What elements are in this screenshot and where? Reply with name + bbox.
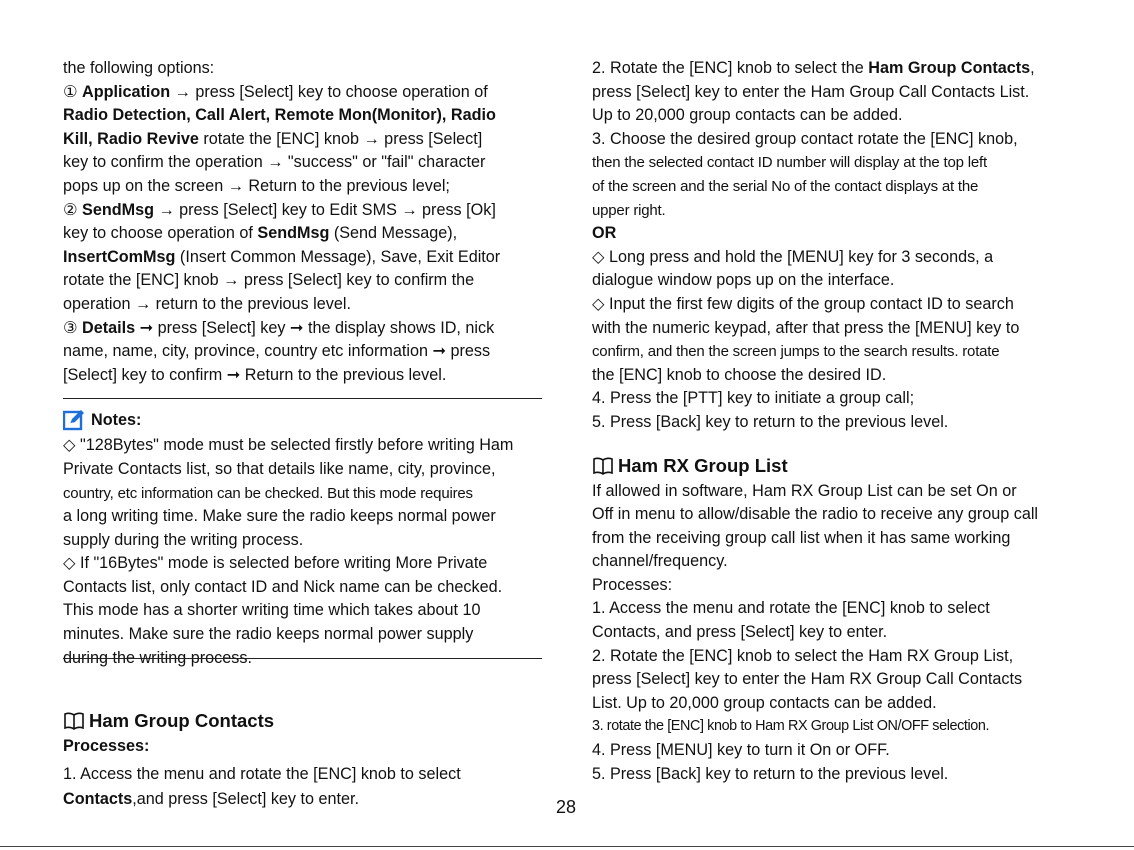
note-1-line-4: a long writing time. Make sure the radio keeps normal power xyxy=(63,507,496,526)
page-bottom-line xyxy=(0,846,1134,847)
step-3-line-3: of the screen and the serial No of the contact displays at the xyxy=(592,177,979,195)
notes-heading xyxy=(63,406,545,434)
rx-step-3: 3. rotate the [ENC] knob to Ham RX Group List ON/OFF selection. xyxy=(592,718,990,735)
circled-number-1: ① xyxy=(63,82,78,101)
book-icon xyxy=(592,456,614,476)
right-column xyxy=(592,57,1074,786)
rx-desc-line-2: Off in menu to allow/disable the radio to receive any group call xyxy=(592,505,1039,524)
note-2-line-4: minutes. Make sure the radio keeps normal power supply xyxy=(63,625,474,644)
rx-step-1-line-2: Contacts, and press [Select] key to enter. xyxy=(592,623,888,642)
step-text: , xyxy=(1030,59,1035,77)
rx-desc-line-4: channel/frequency. xyxy=(592,552,728,571)
circled-number-3: ③ xyxy=(63,318,78,337)
step-3-line-2: then the selected contact ID number will display at the top left xyxy=(592,154,987,172)
option-input-line-1: ◇ Input the first few digits of the group contact ID to search xyxy=(592,294,1014,313)
note-1-line-1: ◇ "128Bytes" mode must be selected firstly before writing Ham xyxy=(63,436,514,455)
option-application-line-3 xyxy=(63,128,545,152)
option-long-press-line-2: dialogue window pops up on the interface. xyxy=(592,271,895,290)
edit-note-icon xyxy=(63,409,85,431)
step-text: 2. Rotate the [ENC] knob to select the xyxy=(592,59,869,77)
note-2-line-5: during the writing process. xyxy=(63,648,252,667)
note-1-line-2: Private Contacts list, so that details like name, city, province, xyxy=(63,459,496,478)
option-details-title: Details xyxy=(82,318,136,337)
rx-step-2-line-2: press [Select] key to enter the Ham RX Group Call Contacts xyxy=(592,670,1023,689)
step-2-line-2: press [Select] key to enter the Ham Group Call Contacts List. xyxy=(592,82,1030,101)
note-1-line-3: country, etc information can be checked. But this mode requires xyxy=(63,484,473,502)
step-1-line-1: 1. Access the menu and rotate the [ENC] knob to select xyxy=(63,764,461,783)
rx-step-2-line-1: 2. Rotate the [ENC] knob to select the Ham RX Group List, xyxy=(592,646,1014,665)
ham-rx-group-list-title: Ham RX Group List xyxy=(618,454,788,476)
rx-desc-line-3: from the receiving group call list when it has same working xyxy=(592,528,1011,547)
option-details-line-1 xyxy=(63,317,545,341)
left-column xyxy=(63,57,545,812)
option-bold-text: SendMsg xyxy=(257,224,330,243)
step-1-line-2 xyxy=(63,788,545,812)
ham-group-contacts-title: Ham Group Contacts xyxy=(89,710,275,732)
option-input-line-3: confirm, and then the screen jumps to the search results. rotate xyxy=(592,343,1000,361)
step-4: 4. Press the [PTT] key to initiate a group call; xyxy=(592,389,915,408)
option-long-press-line-1: ◇ Long press and hold the [MENU] key for 3 seconds, a xyxy=(592,247,994,266)
note-1-line-5: supply during the writing process. xyxy=(63,530,304,549)
option-text: (Insert Common Message), Save, Exit Editor xyxy=(175,247,501,266)
option-bold-text: InsertComMsg xyxy=(63,247,176,266)
page-number: 28 xyxy=(556,797,577,817)
ham-group-contacts-bold: Ham Group Contacts xyxy=(868,59,1031,77)
notes-title: Notes: xyxy=(91,410,142,429)
rx-step-2-line-3: List. Up to 20,000 group contacts can be added. xyxy=(592,693,937,712)
contacts-bold: Contacts xyxy=(63,790,133,809)
ham-rx-group-list-heading xyxy=(592,452,1074,480)
option-input-line-4: the [ENC] knob to choose the desired ID. xyxy=(592,365,887,384)
option-sendmsg-line-1 xyxy=(63,199,545,223)
rx-step-4: 4. Press [MENU] key to turn it On or OFF. xyxy=(592,741,890,760)
option-application-line-5: pops up on the screen → Return to the previous level; xyxy=(63,176,450,195)
rx-step-1-line-1: 1. Access the menu and rotate the [ENC] knob to select xyxy=(592,599,990,618)
rx-step-5: 5. Press [Back] key to return to the previous level. xyxy=(592,764,949,783)
option-sendmsg-line-2 xyxy=(63,222,545,246)
option-text: rotate the [ENC] knob → press [Select] xyxy=(198,129,483,148)
option-text: → press [Select] key to choose operation of xyxy=(170,82,488,101)
processes-label: Processes: xyxy=(63,737,150,756)
option-text: key to choose operation of xyxy=(63,224,258,243)
option-application-line-1 xyxy=(63,81,545,105)
rx-desc-line-1: If allowed in software, Ham RX Group List can be set On or xyxy=(592,481,1017,500)
ham-group-contacts-heading xyxy=(63,707,545,735)
option-sendmsg-title: SendMsg xyxy=(82,200,154,219)
option-text: → press [Select] key to Edit SMS → press [Ok] xyxy=(153,200,496,219)
option-details-line-2: name, name, city, province, country etc information ➞ press xyxy=(63,342,491,361)
circled-number-2: ② xyxy=(63,200,78,219)
note-2-line-2: Contacts list, only contact ID and Nick name can be checked. xyxy=(63,577,503,596)
option-bold-text: Radio Detection, Call Alert, Remote Mon(Monitor), Radio xyxy=(63,106,496,125)
option-application-line-4: key to confirm the operation → "success" or "fail" character xyxy=(63,153,486,172)
option-input-line-2: with the numeric keypad, after that press the [MENU] key to xyxy=(592,318,1020,337)
option-details-line-3: [Select] key to confirm ➞ Return to the previous level. xyxy=(63,365,447,384)
option-sendmsg-line-3 xyxy=(63,246,545,270)
or-label: OR xyxy=(592,224,617,243)
divider-top xyxy=(63,398,542,399)
intro-text: the following options: xyxy=(63,59,215,77)
option-application-title: Application xyxy=(82,82,171,101)
note-2-line-3: This mode has a shorter writing time which takes about 10 xyxy=(63,601,481,620)
step-3-line-4: upper right. xyxy=(592,201,666,219)
step-3-line-1: 3. Choose the desired group contact rotate the [ENC] knob, xyxy=(592,129,1018,148)
option-sendmsg-line-5: operation → return to the previous level. xyxy=(63,294,351,313)
divider-bottom xyxy=(63,658,542,659)
option-bold-text: Kill, Radio Revive xyxy=(63,129,199,148)
option-text: (Send Message), xyxy=(329,224,458,243)
rx-processes-label: Processes: xyxy=(592,575,673,594)
step-2-line-3: Up to 20,000 group contacts can be added. xyxy=(592,106,903,125)
note-2-line-1: ◇ If "16Bytes" mode is selected before writing More Private xyxy=(63,554,488,573)
book-icon xyxy=(63,711,85,731)
option-sendmsg-line-4: rotate the [ENC] knob → press [Select] key to confirm the xyxy=(63,271,475,290)
step-5: 5. Press [Back] key to return to the previous level. xyxy=(592,412,949,431)
option-application-line-2 xyxy=(63,104,545,128)
step-text: ,and press [Select] key to enter. xyxy=(132,790,360,809)
option-text: ➞ press [Select] key ➞ the display shows ID, nick xyxy=(135,318,495,337)
step-2-line-1 xyxy=(592,57,1074,81)
